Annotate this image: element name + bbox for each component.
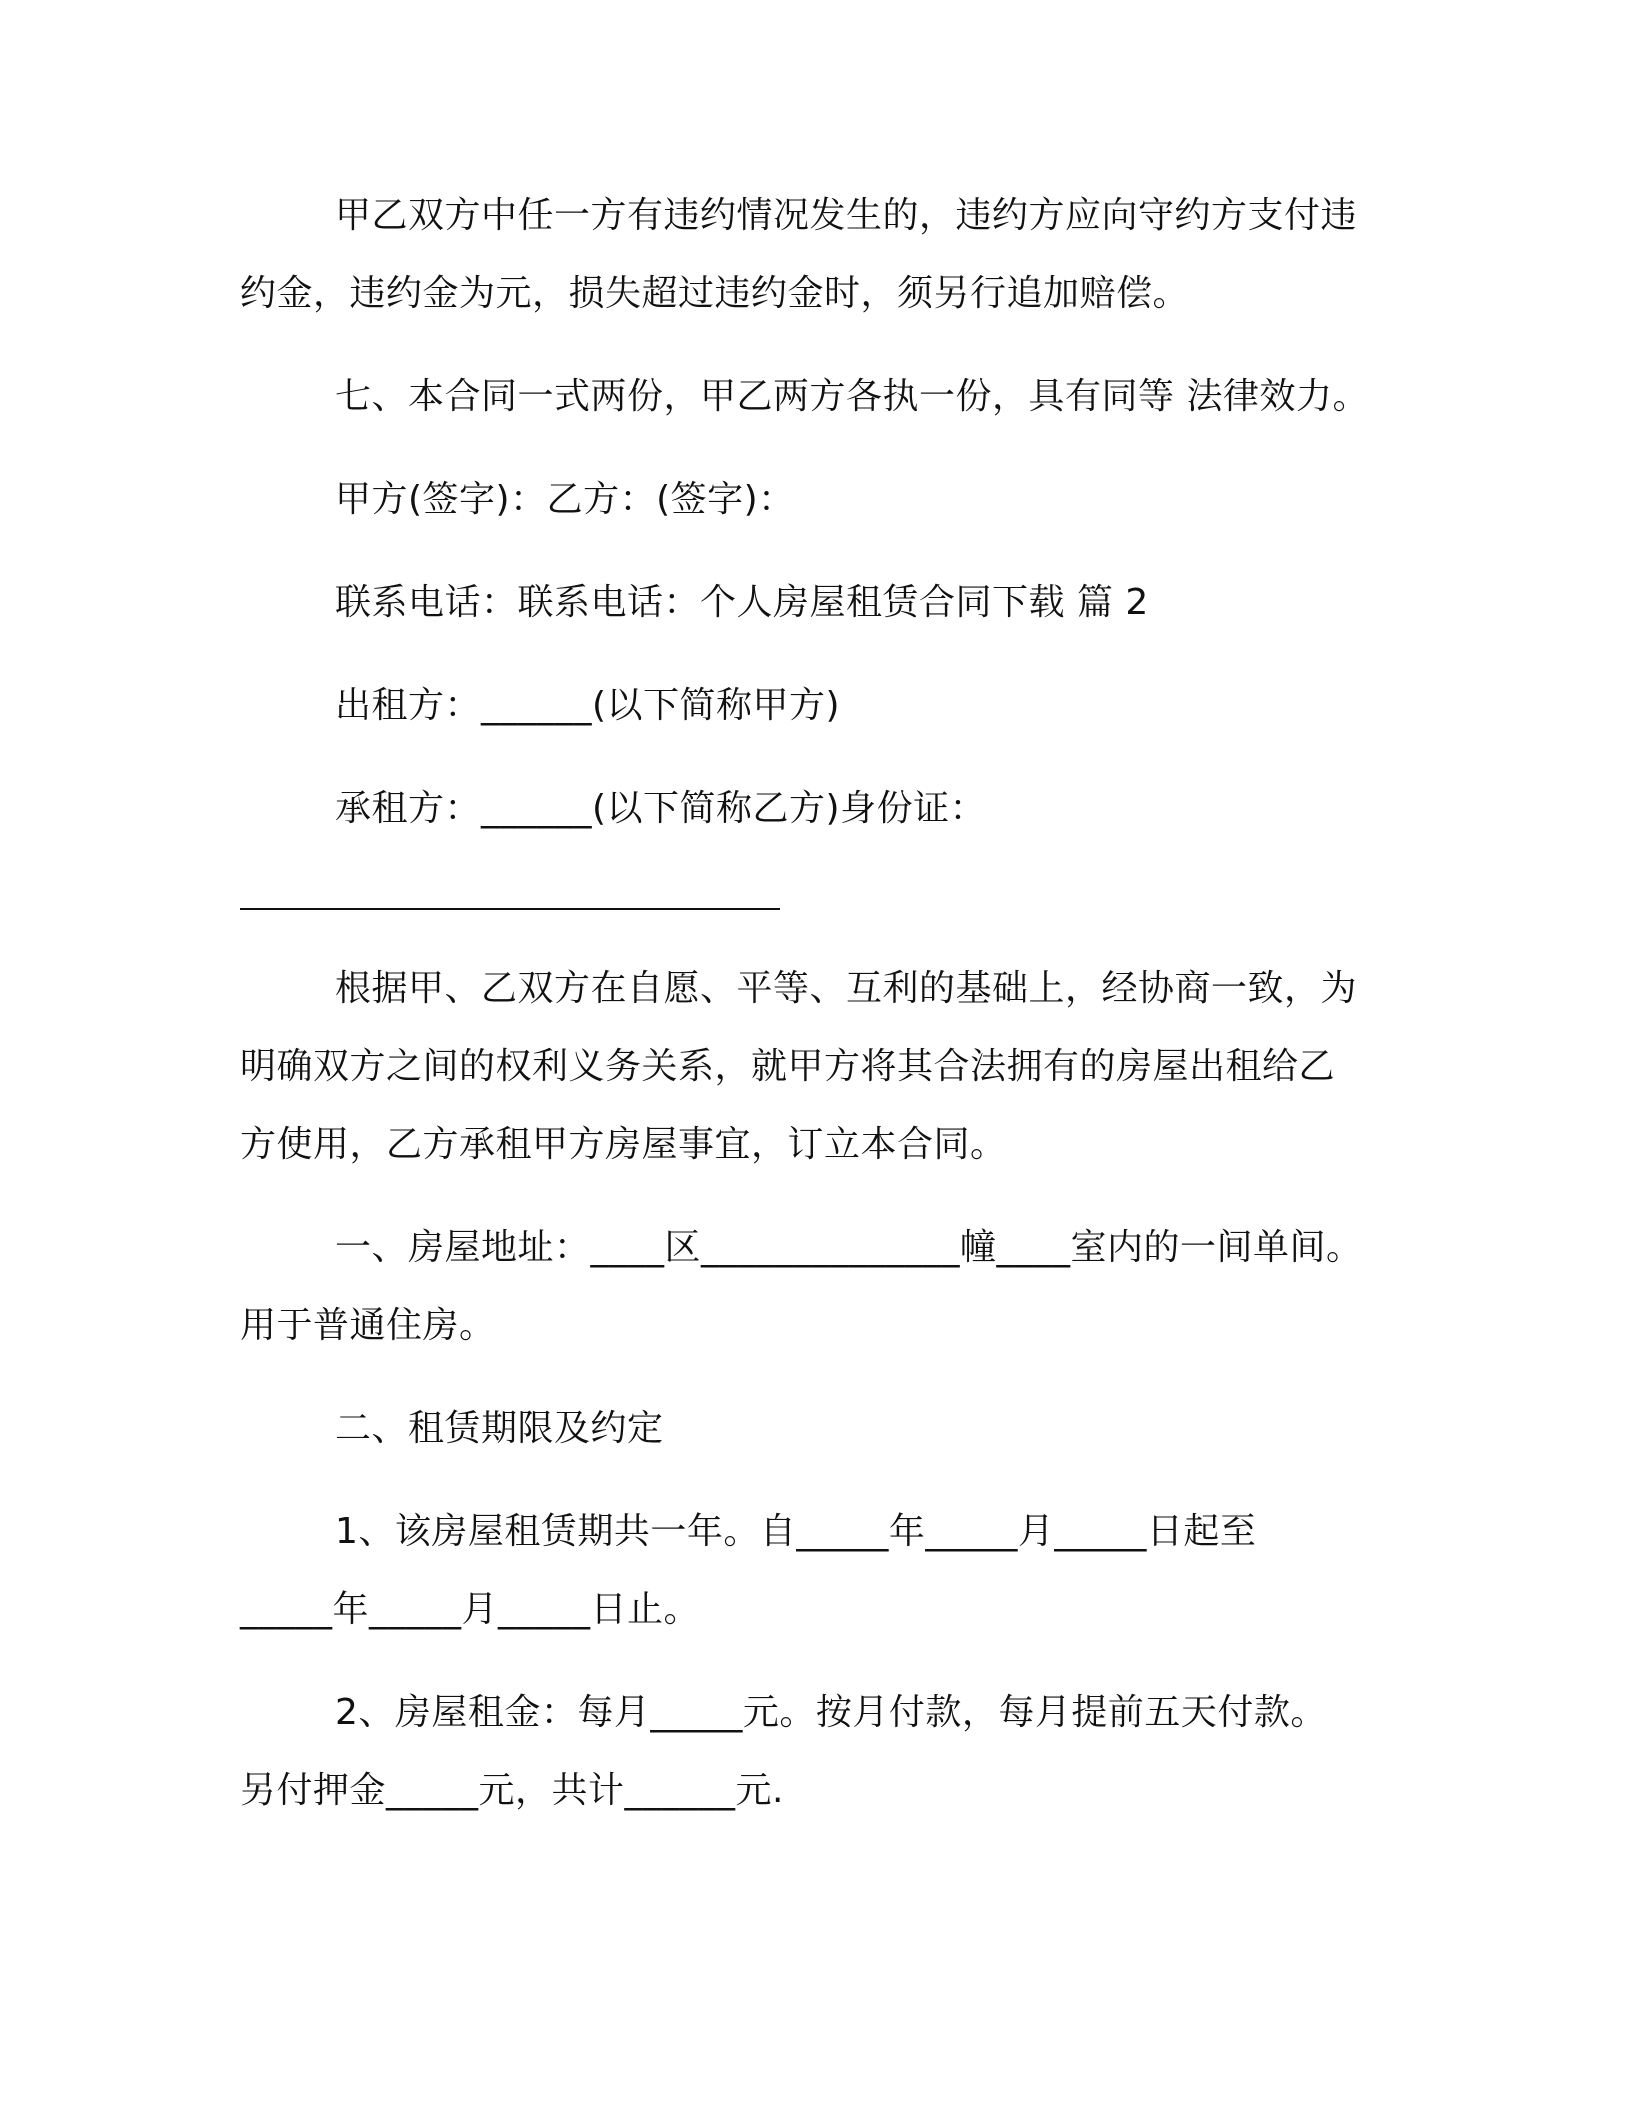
paragraph-line: 根据甲、乙双方在自愿、平等、互利的基础上，经协商一致，为 [335, 968, 1358, 1009]
paragraph-line: 方使用，乙方承租甲方房屋事宜，订立本合同。 [240, 1124, 1007, 1165]
paragraph-line: 2、房屋租金：每月_____元。按月付款，每月提前五天付款。 [335, 1692, 1327, 1733]
signature-line: 甲方(签字)：乙方：(签字)： [335, 479, 795, 520]
paragraph-line: 甲乙双方中任一方有违约情况发生的，违约方应向守约方支付违 [335, 195, 1358, 236]
address-line: 一、房屋地址：____区______________幢____室内的一间单间。 [335, 1227, 1363, 1268]
id-number-blank [240, 908, 780, 910]
paragraph-line: 七、本合同一式两份，甲乙两方各执一份，具有同等 法律效力。 [335, 376, 1369, 417]
paragraph-line: 另付押金_____元，共计______元. [240, 1770, 784, 1811]
contact-line: 联系电话：联系电话：个人房屋租赁合同下载 篇 2 [335, 582, 1149, 623]
paragraph-line: 约金，违约金为元，损失超过违约金时，须另行追加赔偿。 [240, 273, 1190, 314]
lessor-line: 出租方：______(以下简称甲方) [335, 685, 841, 726]
paragraph-line: _____年_____月_____日止。 [240, 1589, 701, 1630]
lessee-line: 承租方：______(以下简称乙方)身份证： [335, 788, 987, 829]
paragraph-line: 明确双方之间的权利义务关系，就甲方将其合法拥有的房屋出租给乙 [240, 1046, 1336, 1087]
paragraph-line: 用于普通住房。 [240, 1305, 496, 1346]
paragraph-line: 1、该房屋租赁期共一年。自_____年_____月_____日起至 [335, 1511, 1257, 1552]
section-heading: 二、租赁期限及约定 [335, 1408, 664, 1449]
